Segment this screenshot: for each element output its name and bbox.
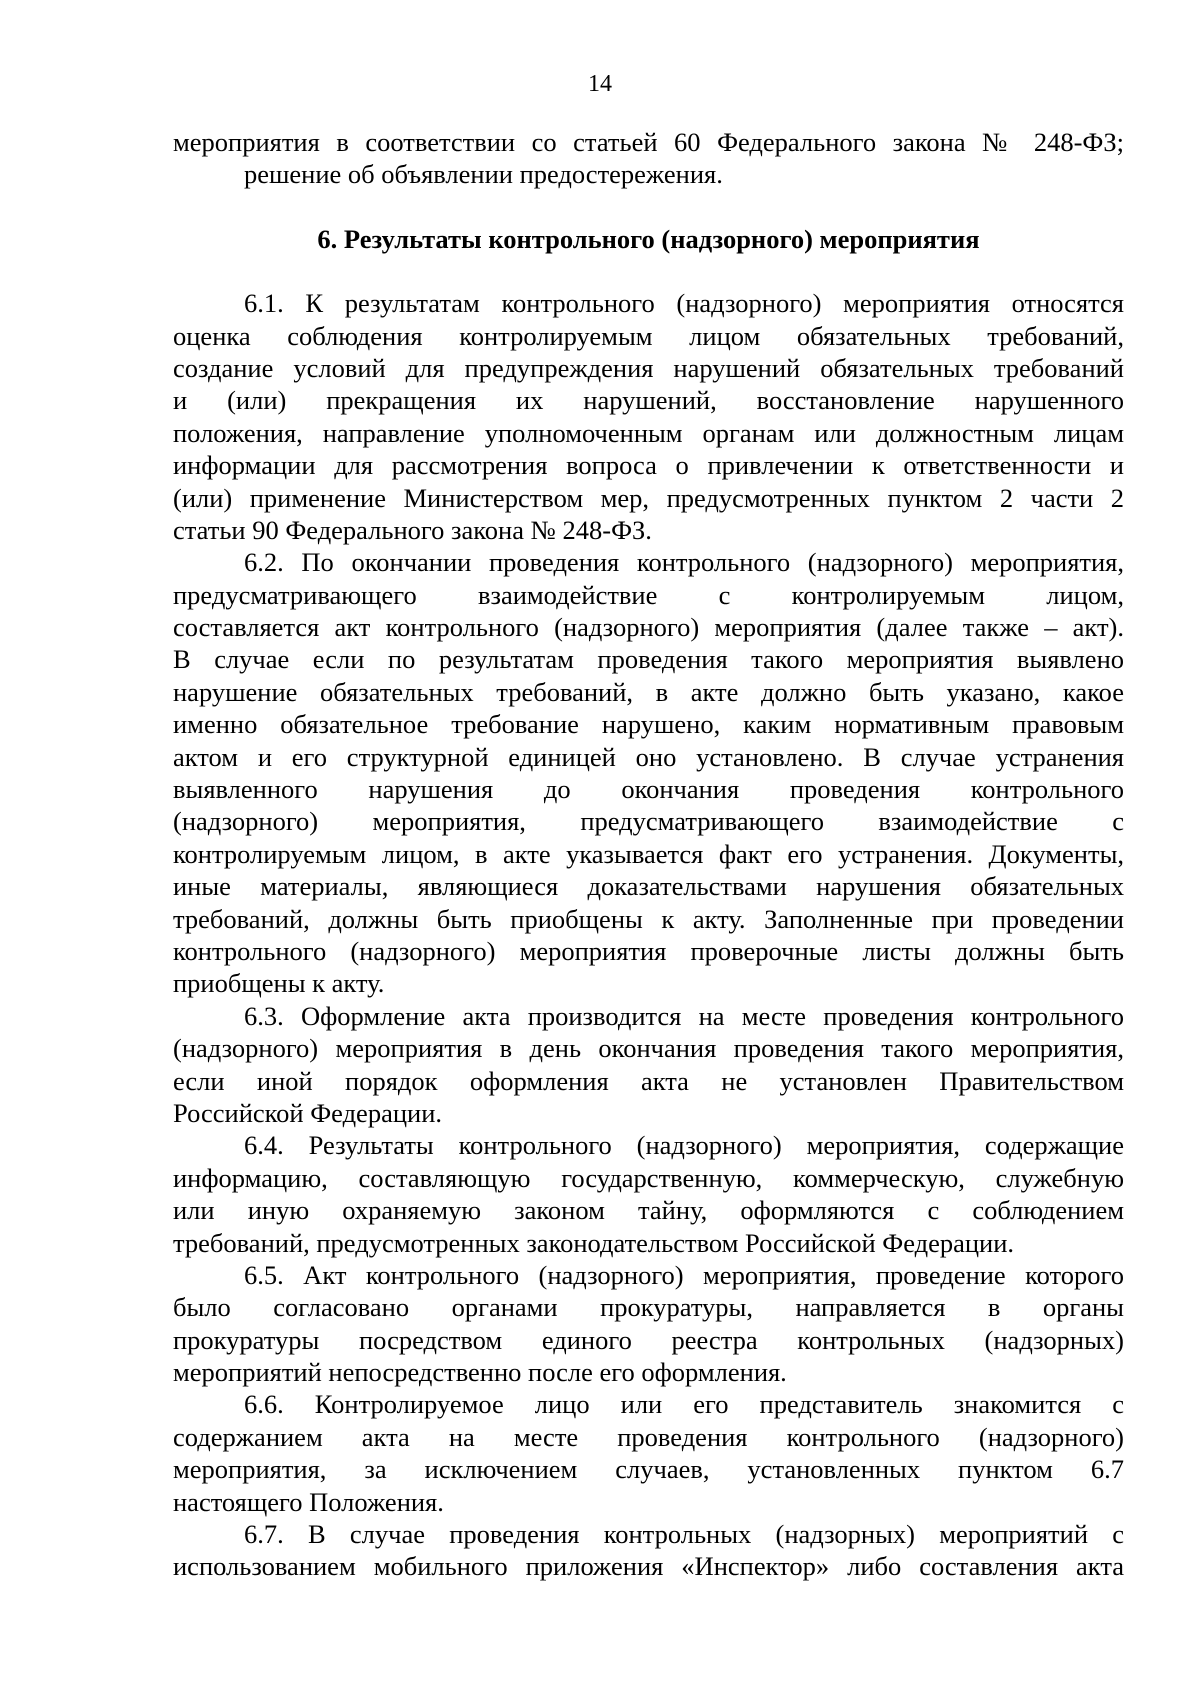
text-line: решение об объявлении предостережения. (244, 159, 723, 190)
text-line: 6.2. По окончании проведения контрольного (надзорного) мероприятия, (244, 547, 1124, 578)
text-line: предусматривающего взаимодействие с контролируемым лицом, (173, 579, 1124, 610)
text-line: требований, должны быть приобщены к акту. Заполненные при проведении (173, 903, 1124, 934)
text-line: составляется акт контрольного (надзорного) мероприятия (далее также – акт). (173, 612, 1124, 643)
text-line: В случае если по результатам проведения такого мероприятия выявлено (173, 644, 1124, 675)
text-line: мероприятия, за исключением случаев, установленных пунктом 6.7 (173, 1454, 1124, 1485)
text-line: выявленного нарушения до окончания проведения контрольного (173, 774, 1124, 805)
document-body (173, 126, 1124, 1583)
text-line: контрольного (надзорного) мероприятия проверочные листы должны быть (173, 935, 1124, 966)
text-line: или иную охраняемую законом тайну, оформляются с соблюдением (173, 1195, 1124, 1226)
text-line: создание условий для предупреждения нарушений обязательных требований (173, 352, 1124, 383)
text-line: 6.6. Контролируемое лицо или его представитель знакомится с (244, 1389, 1124, 1420)
text-line: 6.7. В случае проведения контрольных (надзорных) мероприятий с (244, 1519, 1124, 1550)
text-line: 6.4. Результаты контрольного (надзорного) мероприятия, содержащие (244, 1130, 1124, 1161)
section-heading: 6. Результаты контрольного (надзорного) мероприятия (317, 223, 980, 254)
page-number: 14 (588, 71, 612, 97)
text-line: содержанием акта на месте проведения контрольного (надзорного) (173, 1421, 1124, 1452)
text-line: контролируемым лицом, в акте указывается факт его устранения. Документы, (173, 838, 1124, 869)
text-line: актом и его структурной единицей оно установлено. В случае устранения (173, 741, 1124, 772)
text-line: настоящего Положения. (173, 1486, 444, 1517)
text-line: 6.5. Акт контрольного (надзорного) мероприятия, проведение которого (244, 1259, 1124, 1290)
text-line: было согласовано органами прокуратуры, направляется в органы (173, 1292, 1124, 1323)
text-line: прокуратуры посредством единого реестра контрольных (надзорных) (173, 1324, 1124, 1355)
text-line: информацию, составляющую государственную, коммерческую, служебную (173, 1162, 1124, 1193)
text-line: и (или) прекращения их нарушений, восстановление нарушенного (173, 385, 1124, 416)
text-line: использованием мобильного приложения «Инспектор» либо составления акта (173, 1551, 1124, 1582)
text-line: 6.1. К результатам контрольного (надзорного) мероприятия относятся (244, 288, 1124, 319)
text-line: (надзорного) мероприятия в день окончания проведения такого мероприятия, (173, 1033, 1124, 1064)
text-line: нарушение обязательных требований, в акте должно быть указано, какое (173, 676, 1124, 707)
text-line: требований, предусмотренных законодательством Российской Федерации. (173, 1227, 1015, 1258)
text-line: мероприятия в соответствии со статьей 60 Федерального закона № 248-ФЗ; (173, 127, 1124, 157)
text-line: 6.3. Оформление акта производится на месте проведения контрольного (244, 1000, 1124, 1031)
text-line: статьи 90 Федерального закона № 248-ФЗ. (173, 514, 652, 545)
text-line: иные материалы, являющиеся доказательствами нарушения обязательных (173, 871, 1124, 902)
text-line: положения, направление уполномоченным органам или должностным лицам (173, 417, 1124, 448)
text-line: именно обязательное требование нарушено, каким нормативным правовым (173, 709, 1124, 740)
text-line: мероприятий непосредственно после его оформления. (173, 1357, 787, 1388)
text-line: приобщены к акту. (173, 968, 385, 999)
text-line: если иной порядок оформления акта не установлен Правительством (173, 1065, 1124, 1096)
text-line: Российской Федерации. (173, 1097, 442, 1128)
text-line: оценка соблюдения контролируемым лицом обязательных требований, (173, 320, 1124, 351)
text-line: (надзорного) мероприятия, предусматривающего взаимодействие с (173, 806, 1124, 837)
text-line: информации для рассмотрения вопроса о привлечении к ответственности и (173, 450, 1124, 481)
text-line: (или) применение Министерством мер, предусмотренных пунктом 2 части 2 (173, 482, 1124, 513)
